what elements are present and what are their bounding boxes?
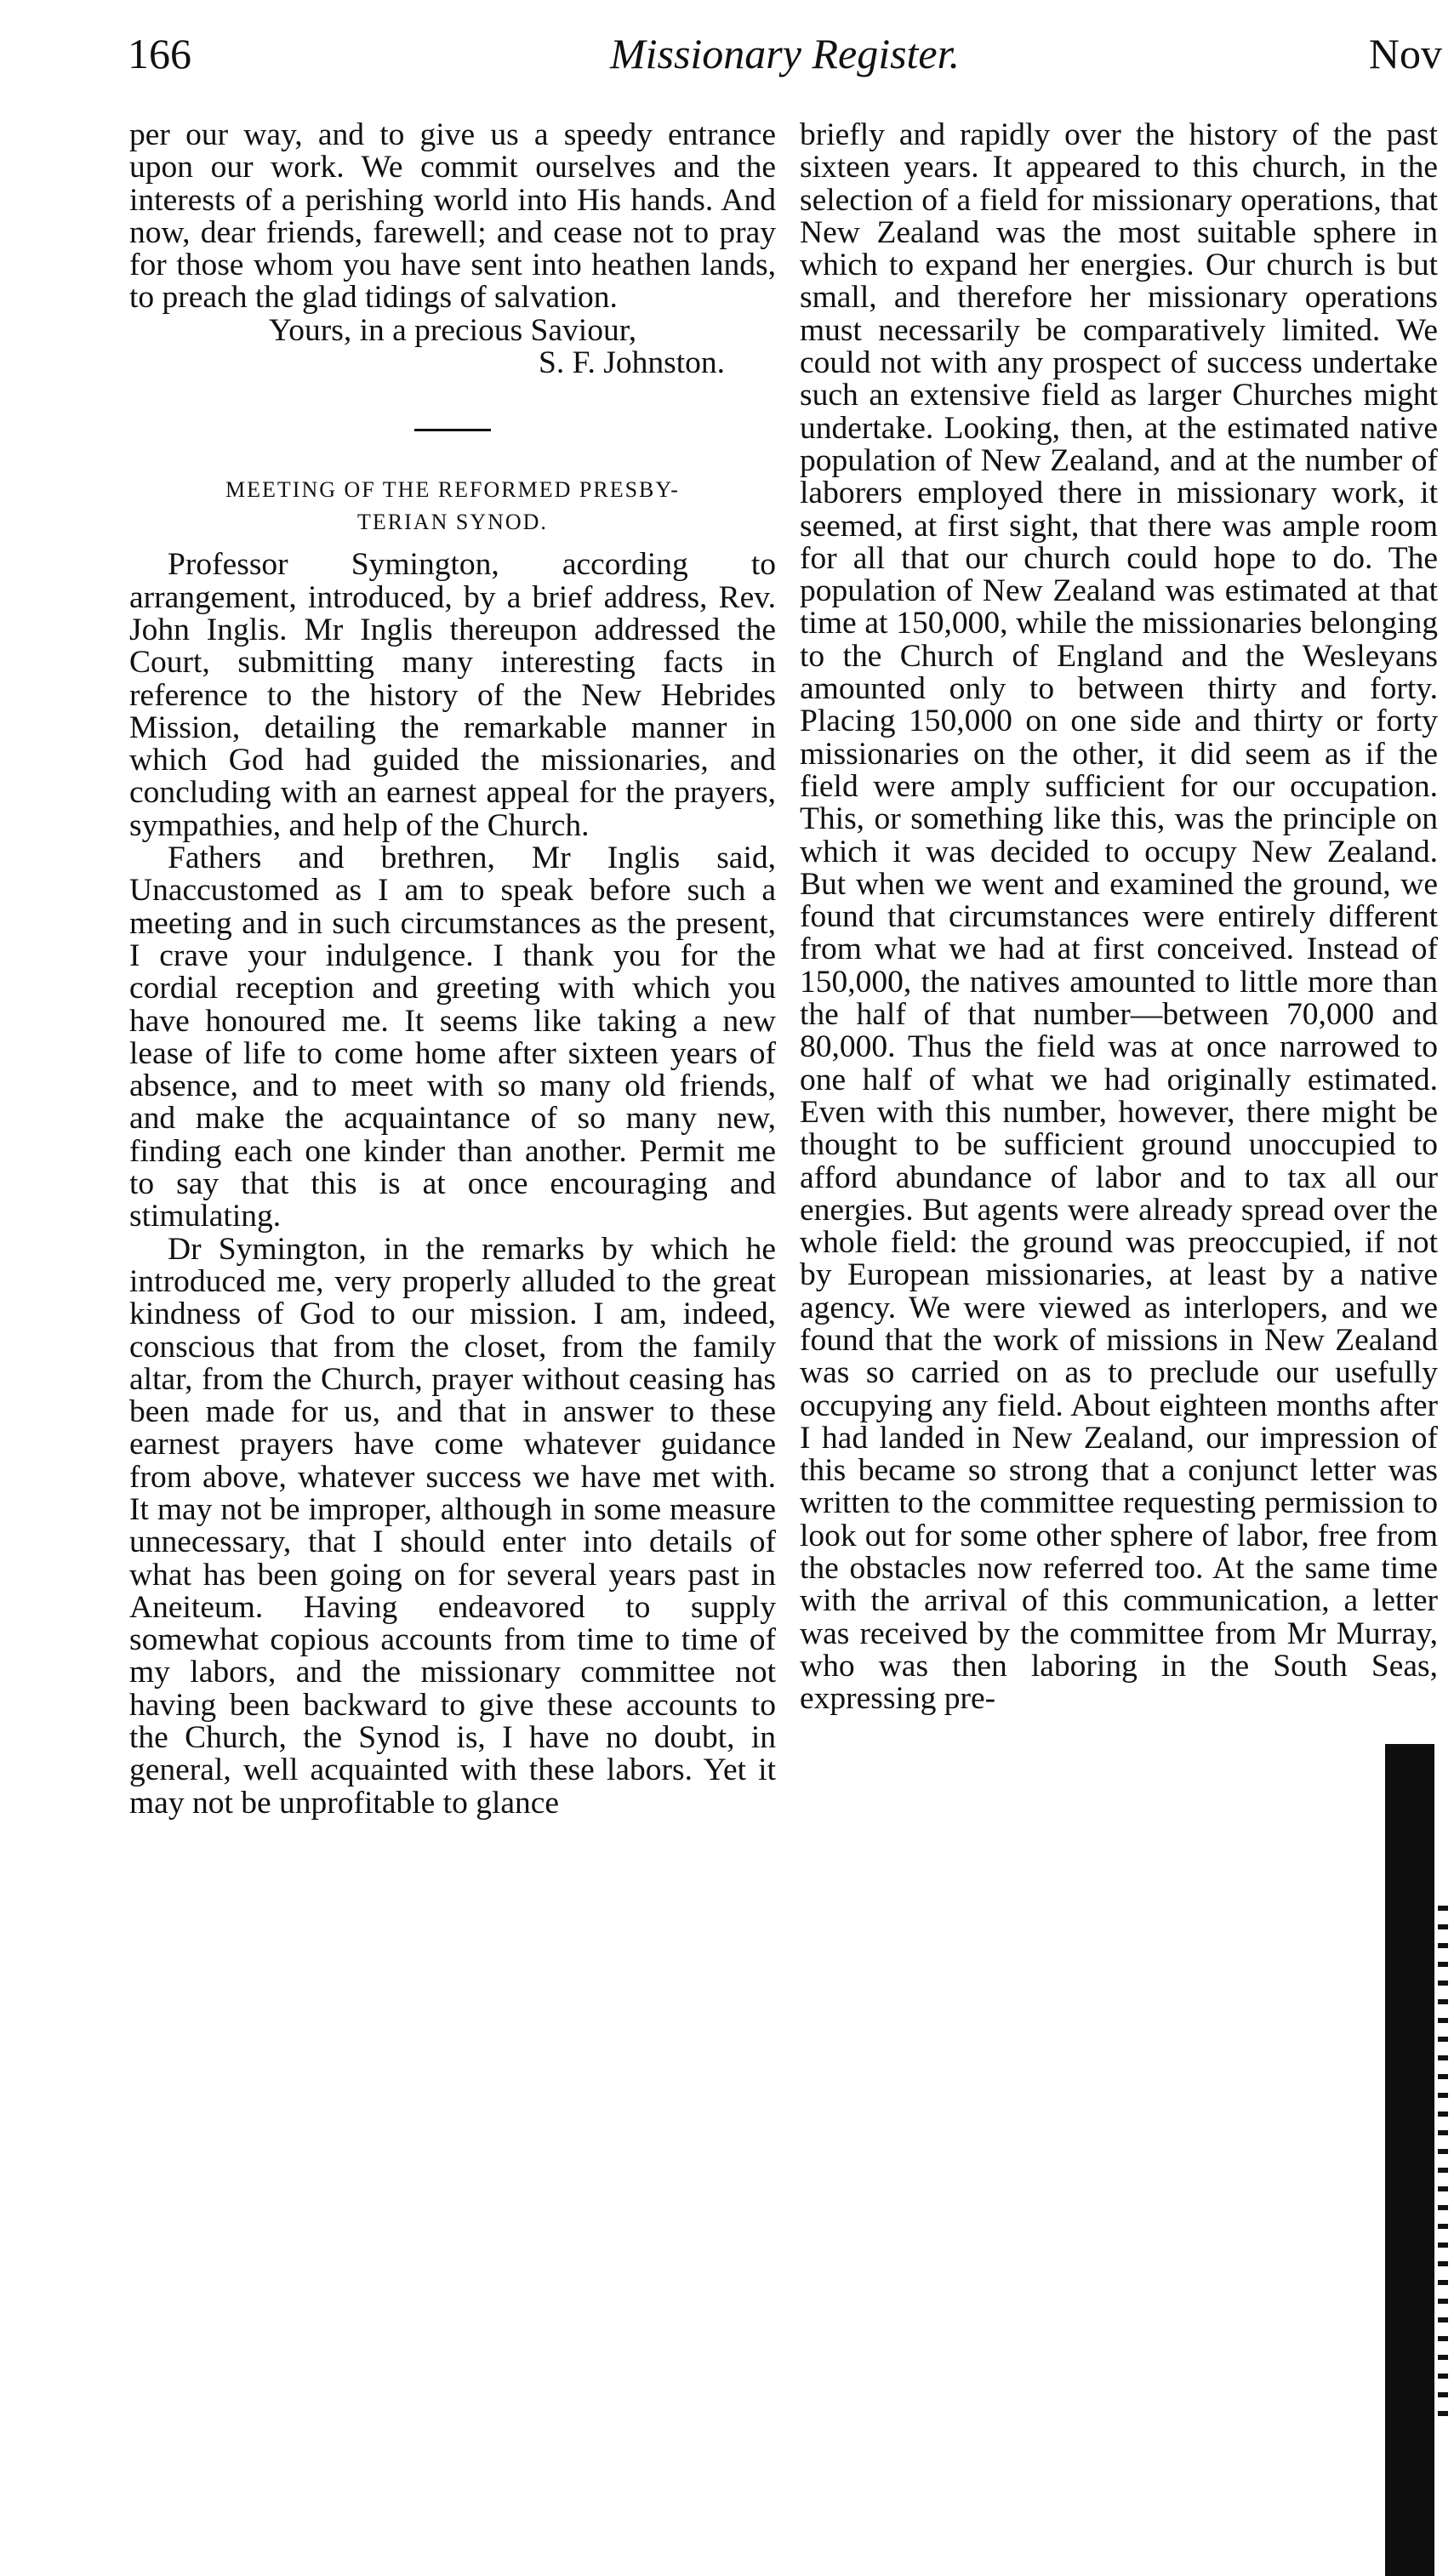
section-heading-line-2: TERIAN SYNOD. (357, 510, 548, 535)
letter-signature: S. F. Johnston. (539, 345, 725, 381)
scan-edge-shadow (1385, 1744, 1434, 2576)
left-column (129, 119, 776, 1820)
journal-title: Missionary Register. (609, 30, 961, 77)
letter-valediction: Yours, in a precious Saviour, (268, 312, 637, 348)
running-header (128, 24, 1442, 83)
article-continuation-paragraph: briefly and rapidly over the history of the past sixteen years. It appeared to this church, in the selection of a field for missionary operations, that New Zealand was the most suitable sphere in which to expand her energies. Our church is but small, and therefore her missionary operations must necessarily be comparatively limited. We could not with any prospect of success undertake such an extensive field as larger Churches might undertake. Looking, then, at the estimated native population of New Zealand, and at the number of laborers employed there in missionary work, it seemed, at first sight, that there was ample room for all that our church could hope to do. The population of New Zealand was estimated at that time at 150,000, while the missionaries belonging to the Church of England and the Wesleyans amounted only to between thirty and forty. Placing 150,000 on one side and thirty or forty missionaries on the other, it did seem as if the field were amply sufficient for our occupation. This, or something like this, was the principle on which it was decided to occupy New Zealand. But when we went and examined the ground, we found that circumstances were entirely different from what we had at first conceived. Instead of 150,000, the natives amounted to little more than the half of that number—between 70,000 and 80,000. Thus the field was at once narrowed to one half of what we had originally estimated. Even with this number, however, there might be thought to be sufficient ground unoccupied to afford abundance of labor and to tax all our energies. But agents were already spread over the whole field: the ground was preoccupied, if not by European missionaries, at least by a native agency. We were viewed as interlopers, and we found that the work of missions in New Zealand was so carried on as to preclude our usefully occupying any field. About eighteen months after I had landed in New Zealand, our impression of this became so strong that a conjunct letter was written to the committee requesting permission to look out for some other sphere of labor, free from the obstacles now referred too. At the same time with the arrival of this communication, a letter was received by the committee from Mr Murray, who was then laboring in the South Seas, expressing pre- (800, 117, 1438, 1717)
section-heading-line-1: MEETING OF THE REFORMED PRESBY- (225, 477, 680, 503)
scan-edge-marks (1438, 1906, 1448, 2416)
section-heading (129, 474, 776, 539)
page-number: 166 (128, 30, 191, 77)
article-paragraph-1: Professor Symington, according to arrangement, introduced, by a brief address, Rev. John Inglis. Mr Inglis thereupon addressed the Court, submitting many interesting facts in reference to the history of the New Hebrides Mission, detailing the remarkable manner in which God had guided the missionaries, and concluding with an earnest appeal for the prayers, sympathies, and help of the Church. (129, 547, 776, 843)
letter-closing-paragraph: per our way, and to give us a speedy entrance upon our work. We commit ourselves and the interests of a perishing world into His hands. And now, dear friends, farewell; and cease not to pray for those whom you have sent into heathen lands, to preach the glad tidings of salvation. (129, 117, 776, 316)
section-divider (414, 429, 491, 431)
article-paragraph-3: Dr Symington, in the remarks by which he introduced me, very properly alluded to the great kindness of God to our mission. I am, indeed, conscious that from the closet, from the family altar, from the Church, prayer without ceasing has been made for us, and that in answer to these earnest prayers have come whatever guidance from above, whatever success we have met with. It may not be improper, although in some measure unnecessary, that I should enter into details of what has been going on for several years past in Aneiteum. Having endeavored to supply somewhat copious accounts from time to time of my labors, and the missionary committee not having been backward to give these accounts to the Church, the Synod is, I have no doubt, in general, well acquainted with these labors. Yet it may not be unprofitable to glance (129, 1231, 776, 1821)
right-column (800, 119, 1438, 1716)
month-abbreviation: Nov (1368, 30, 1442, 77)
article-paragraph-2: Fathers and brethren, Mr Inglis said, Unaccustomed as I am to speak before such a meeting and in such circumstances as the present, I crave your indulgence. I thank you for the cordial reception and greeting with which you have honoured me. It seems like taking a new lease of life to come home after sixteen years of absence, and to meet with so many old friends, and make the acquaintance of so many new, finding each one kinder than another. Permit me to say that this is at once encouraging and stimulating. (129, 841, 776, 1234)
